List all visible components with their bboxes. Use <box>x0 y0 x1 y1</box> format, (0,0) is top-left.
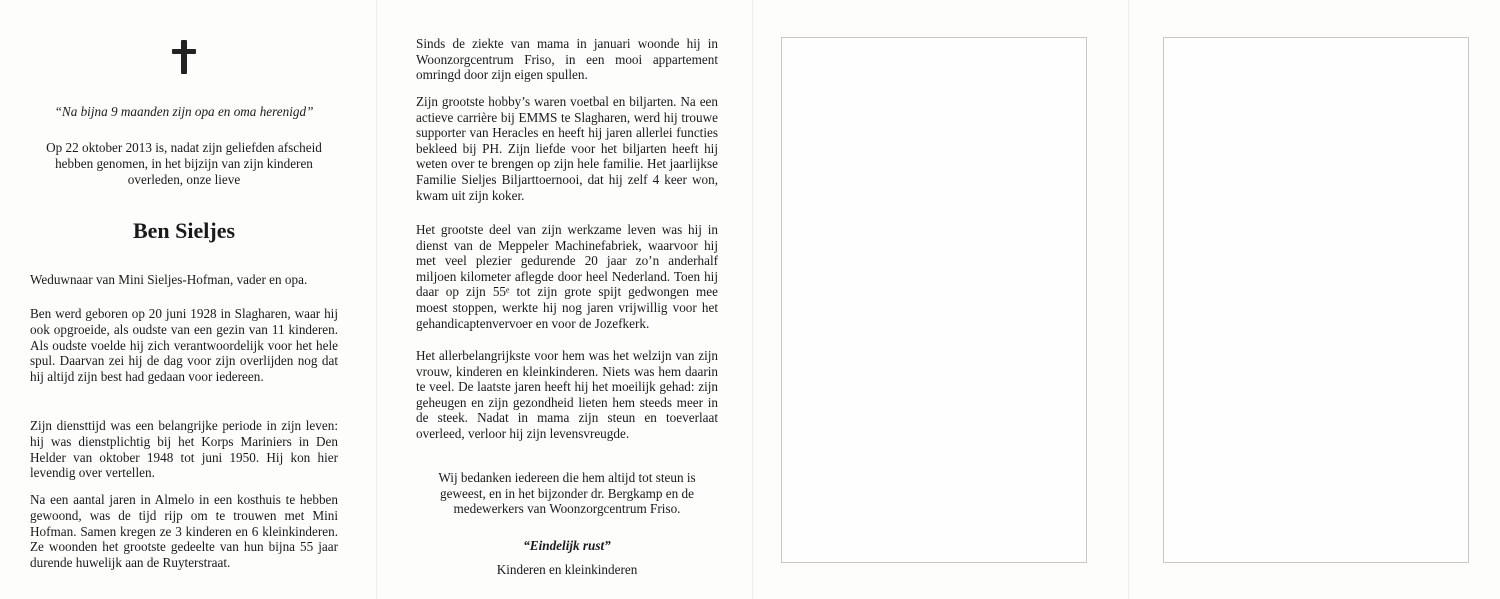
paragraph: Het grootste deel van zijn werkzame leven was hij in dienst van de Meppeler Machinefabriek, waarvoor hij met veel plezier gedurende 20 jaar zo’n anderhalf miljoen kilometer aflegde door heel Nederland. Toen hij daar op zijn 55ᵉ tot zijn grote spijt gedwongen mee moest stoppen, werkte hij nog jaren vrijwillig voor het gehandicaptenvervoer en voor de Jozefkerk. <box>416 222 718 331</box>
signoff: Kinderen en kleinkinderen <box>496 562 638 577</box>
fold-line <box>376 0 377 599</box>
paragraph: Ben werd geboren op 20 juni 1928 in Slagharen, waar hij ook opgroeide, als oudste van een gezin van 11 kinderen. Als oudste voelde hij zich verantwoordelijk voor het hele spul. Daarvan zei hij de dag voor zijn overlijden nog dat hij altijd zijn best had gedaan voor iedereen. <box>30 306 338 385</box>
thanks-text: Wij bedanken iedereen die hem altijd tot steun is geweest, en in het bijzonder dr. Bergkamp en de medewerkers van Woonzorgcentrum Friso. <box>438 470 696 517</box>
closing-quote: “Eindelijk rust” <box>523 538 611 553</box>
paragraph: Na een aantal jaren in Almelo in een kosthuis te hebben gewoond, was de tijd rijp om te trouwen met Mini Hofman. Samen kregen ze 3 kinderen en 6 kleinkinderen. Ze woonden het grootste gedeelte van hun bijna 55 jaar durende huwelijk aan de Ruyterstraat. <box>30 492 338 571</box>
fold-line <box>752 0 753 599</box>
paragraph: Het allerbelangrijkste voor hem was het welzijn van zijn vrouw, kinderen en kleinkinderen. Niets was hem daarin te veel. De laatste jaren heeft hij het moeilijk gehad: zijn geheugen en zijn gezondheid lieten hem steeds meer in de steek. Nadat in mama zijn steun en toeverlaat overleed, verloor hij zijn levensvreugde. <box>416 348 718 441</box>
panel-middle <box>416 0 718 599</box>
fold-line <box>1128 0 1129 599</box>
panel-left <box>30 0 338 599</box>
cross-icon <box>172 40 196 74</box>
paragraph: Weduwnaar van Mini Sieljes-Hofman, vader en opa. <box>30 272 308 287</box>
paragraph: Sinds de ziekte van mama in januari woonde hij in Woonzorgcentrum Friso, in een mooi appartement omringd door zijn eigen spullen. <box>416 36 718 83</box>
opening-quote: “Na bijna 9 maanden zijn opa en oma herenigd” <box>54 104 314 119</box>
paragraph: Zijn diensttijd was een belangrijke periode in zijn leven: hij was dienstplichtig bij het Korps Mariniers in Den Helder van oktober 1948 tot juni 1950. Hij kon hier levendig over vertellen. <box>30 418 338 481</box>
photo-frame <box>1163 37 1469 563</box>
deceased-name: Ben Sieljes <box>132 218 236 243</box>
paragraph: Zijn grootste hobby’s waren voetbal en biljarten. Na een actieve carrière bij EMMS te Slagharen, werd hij trouwe supporter van Heracles en heeft hij jaren allerlei functies bekleed bij PH. Zijn liefde voor het biljarten heeft hij weten over te brengen op zijn hele familie. Het jaarlijkse Familie Sieljes Biljarttoernooi, dat hij zelf 4 keer won, kwam uit zijn koker. <box>416 94 718 203</box>
announcement-text: Op 22 oktober 2013 is, nadat zijn geliefden afscheid hebben genomen, in het bijzijn van zijn kinderen overleden, onze lieve <box>46 140 322 187</box>
photo-frame <box>781 37 1087 563</box>
